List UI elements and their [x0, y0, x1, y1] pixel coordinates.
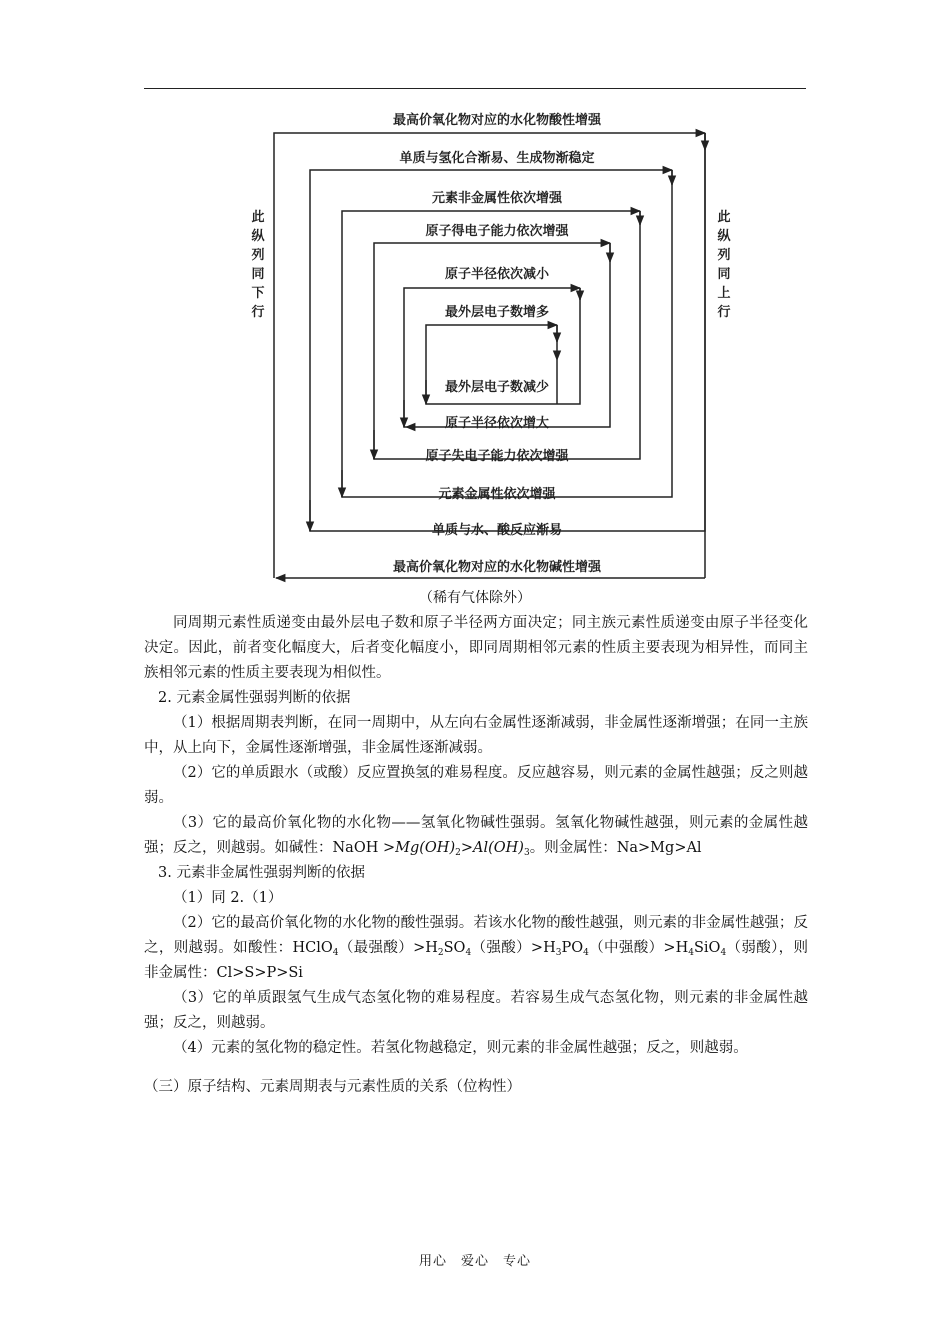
spiral-diagram	[0, 0, 950, 600]
label-nonmetallic: 元素非金属性依次增强	[431, 191, 563, 206]
metallic-criterion-1: （1）根据周期表判断，在同一周期中，从左向右金属性逐渐减弱，非金属性逐渐增强；在同一主族中，从上向下，金属性逐渐增强，非金属性逐渐减弱。	[144, 715, 808, 756]
label-base-strength: 最高价氧化物对应的水化物碱性增强	[392, 560, 602, 575]
document-body	[144, 611, 808, 1100]
subscript: 4	[720, 948, 727, 958]
nonmetallic-criterion-2	[144, 911, 808, 986]
subscript: 4	[688, 948, 694, 958]
section-heading-3: （三）原子结构、元素周期表与元素性质的关系（位构性）	[144, 1079, 521, 1095]
text: PO	[561, 940, 584, 956]
subscript: 3	[555, 948, 562, 958]
subscript: 2	[455, 848, 461, 858]
label-outer-electrons-increase: 最外层电子数增多	[444, 305, 550, 320]
label-water-acid: 单质与水、酸反应渐易	[431, 523, 563, 538]
arrow-nonmetallic	[342, 170, 672, 497]
text: SiO	[693, 940, 721, 956]
formula-al-oh: Al(OH)	[473, 840, 524, 856]
label-radius-decrease: 原子半径依次减小	[444, 267, 550, 282]
label-metallic: 元素金属性依次增强	[438, 487, 556, 502]
text: （强酸）>H	[471, 940, 556, 956]
label-outer-electrons-decrease: 最外层电子数减少	[444, 380, 550, 395]
gt-sign: >	[460, 840, 473, 856]
heading-nonmetallic-criteria: 3. 元素非金属性强弱判断的依据	[158, 865, 365, 881]
subscript: 2	[437, 948, 444, 958]
nonmetallic-criterion-1: （1）同 2.（1）	[173, 890, 283, 906]
page-footer: 用心 爱心 专心	[418, 1254, 531, 1269]
subscript: 4	[332, 948, 339, 958]
text: （最强酸）>H	[338, 940, 438, 956]
text: （中强酸）>H	[588, 940, 689, 956]
text: （2）它的最高价氧化物的水化物的酸性强弱。若该水化物的酸性越强，则元素的非金属性越强；反之，则越弱。如酸性：HClO	[144, 915, 808, 956]
nonmetallic-criterion-3: （3）它的单质跟氢气生成气态氢化物的难易程度。若容易生成气态氢化物，则元素的非金属性越强；反之，则越弱。	[144, 990, 808, 1031]
label-hydrogen-combination: 单质与氢化合渐易、生成物渐稳定	[399, 151, 595, 166]
metallic-criterion-2: （2）它的单质跟水（或酸）反应置换氢的难易程度。反应越容易，则元素的金属性越强；反之则越弱。	[144, 765, 808, 806]
left-side-label: 此 纵 列 同 下 行	[251, 210, 265, 320]
nonmetallic-criterion-4: （4）元素的氢化物的稳定性。若氢化物越稳定，则元素的非金属性越强；反之，则越弱。	[173, 1040, 748, 1056]
heading-metallic-criteria: 2. 元素金属性强弱判断的依据	[158, 690, 351, 706]
text: SO	[443, 940, 466, 956]
label-gain-electron: 原子得电子能力依次增强	[425, 224, 569, 239]
right-side-label: 此 纵 列 同 上 行	[717, 210, 731, 320]
text: （弱酸），则非金属性：Cl>S>P>Si	[144, 940, 809, 981]
formula-mg-oh: Mg(OH)	[395, 840, 456, 856]
label-acid-strength: 最高价氧化物对应的水化物酸性增强	[392, 113, 602, 128]
criterion-3-end: 。则金属性：Na>Mg>Al	[529, 840, 702, 856]
criterion-3-text: （3）它的最高价氧化物的水化物——氢氧化物碱性强弱。氢氧化物碱性越强，则元素的金属性越强；反之，则越弱。如碱性：NaOH >	[144, 815, 808, 856]
label-radius-increase: 原子半径依次增大	[444, 416, 550, 431]
metallic-criterion-3	[144, 811, 808, 861]
label-lose-electron: 原子失电子能力依次增强	[425, 449, 569, 464]
paragraph-intro: 同周期元素性质递变由最外层电子数和原子半径两方面决定；同主族元素性质递变由原子半径变化决定。因此，前者变化幅度大，后者变化幅度小，即同周期相邻元素的性质主要表现为相异性，而同主族相邻元素的性质主要表现为相似性。	[144, 615, 808, 681]
diagram-caption: （稀有气体除外）	[419, 590, 531, 606]
subscript: 4	[465, 948, 472, 958]
subscript: 4	[583, 948, 589, 958]
subscript: 3	[523, 848, 530, 858]
